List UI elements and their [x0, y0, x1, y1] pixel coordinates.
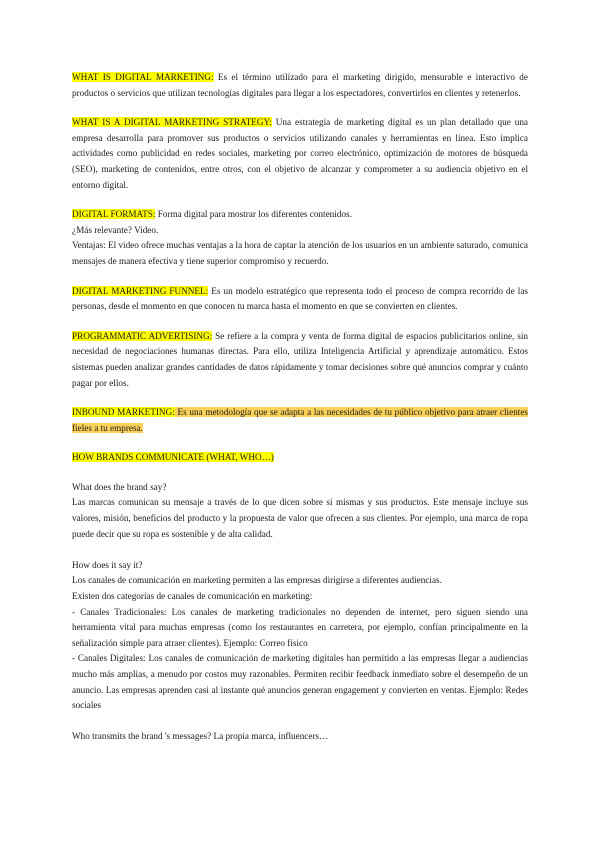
section-formats — [72, 207, 528, 269]
brands-answer-how-1: Los canales de comunicación en marketing permiten a las empresas dirigirse a diferentes audiencias. — [72, 575, 442, 586]
term-formats: DIGITAL FORMATS: — [72, 209, 156, 220]
definition-funnel: Es un modelo estratégico que representa todo el proceso de compra recorrido de las personas, desde el momento en que conocen tu marca hasta el momento en que se convierten en clientes. — [72, 285, 528, 312]
brands-answer-what: Las marcas comunican su mensaje a través de lo que dicen sobre sí mismas y sus productos. Este mensaje incluye sus valores, misión, beneficios del producto y la propuesta de valor que ofrecen a sus clientes. Por ejemplo, una marca de ropa puede decir que su ropa es sostenible y de alta calidad. — [72, 497, 528, 539]
paragraph-digital-marketing — [72, 70, 528, 101]
term-funnel: DIGITAL MARKETING FUNNEL: — [72, 285, 209, 296]
term-programmatic: PROGRAMMATIC ADVERTISING: — [72, 330, 213, 341]
brands-answer-how-traditional: - Canales Tradicionales: Los canales de marketing tradicionales no dependen de internet, pero siguen siendo una herramienta vital para muchas empresas (como los restaurantes en carretera, por ejemplo, confían principalmente en la señalización simple para atraer clientes). Ejemplo: Correo físico — [72, 606, 528, 648]
definition-programmatic: Se refiere a la compra y venta de forma digital de espacios publicitarios online, sin necesidad de negociaciones humanas directas. Para ello, utiliza Inteligencia Artificial y aprendizaje automático. Estos sistemas pueden analizar grandes cantidades de datos rápidamente y tomar decisiones sobre qué anuncios comprar y cuánto pagar por ellos. — [72, 330, 528, 388]
paragraph-funnel — [72, 284, 528, 315]
definition-formats: Forma digital para mostrar los diferentes contenidos. — [155, 209, 352, 220]
brands-question-how: How does it say it? — [72, 559, 143, 570]
brands-heading-text: HOW BRANDS COMMUNICATE (WHAT, WHO…) — [72, 452, 274, 463]
brands-question-who: Who transmits the brand 's messages? La propia marca, influencers… — [72, 731, 329, 742]
term-strategy: WHAT IS A DIGITAL MARKETING STRATEGY: — [72, 117, 272, 128]
paragraph-programmatic — [72, 329, 528, 391]
heading-brands — [72, 450, 528, 466]
formats-question: ¿Más relevante? Video. — [72, 224, 159, 235]
paragraph-formats — [72, 207, 528, 223]
section-brands — [72, 480, 528, 745]
term-inbound: INBOUND MARKETING: — [72, 407, 175, 418]
brands-answer-how-digital: - Canales Digitales: Los canales de comunicación de marketing digitales han permitido a las empresas llegar a audiencias mucho más amplias, a menudo por costos muy razonables. Permiten recibir feedback inmediato sobre el desempeño de un anuncio. Las empresas aprenden casi al instante qué anuncios generan engagement y convierten en ventas. Ejemplo: Redes sociales — [72, 653, 528, 711]
brands-question-what: What does the brand say? — [72, 481, 167, 492]
brands-answer-how-2: Existen dos categorías de canales de comunicación en marketing: — [72, 591, 313, 602]
paragraph-strategy — [72, 115, 528, 193]
definition-inbound: Es una metodología que se adapta a las necesidades de tu público objetivo para atraer clientes fieles a tu empresa. — [72, 407, 528, 433]
paragraph-inbound — [72, 405, 528, 436]
term-digital-marketing: WHAT IS DIGITAL MARKETING: — [72, 72, 214, 82]
definition-digital-marketing: Es el término utilizado para el marketing dirigido, mensurable e interactivo de productos o servicios que utilizan tecnologías digitales para llegar a los espectadores, convertirlos en clientes y retenerlos. — [72, 72, 528, 98]
formats-advantages: Ventajas: El video ofrece muchas ventajas a la hora de captar la atención de los usuarios en un ambiente saturado, comunica mensajes de manera efectiva y tiene superior compromiso y recuerdo. — [72, 240, 528, 266]
definition-strategy: Una estrategia de marketing digital es un plan detallado que una empresa desarrolla para promover sus productos o servicios utilizando canales y herramientas en línea. Esto implica actividades como publicidad en redes sociales, marketing por correo electrónico, optimización de motores de búsqueda (SEO), marketing de contenidos, entre otros, con el objetivo de alcanzar y comprometer a su audiencia objetivo en el entorno digital. — [72, 117, 528, 190]
